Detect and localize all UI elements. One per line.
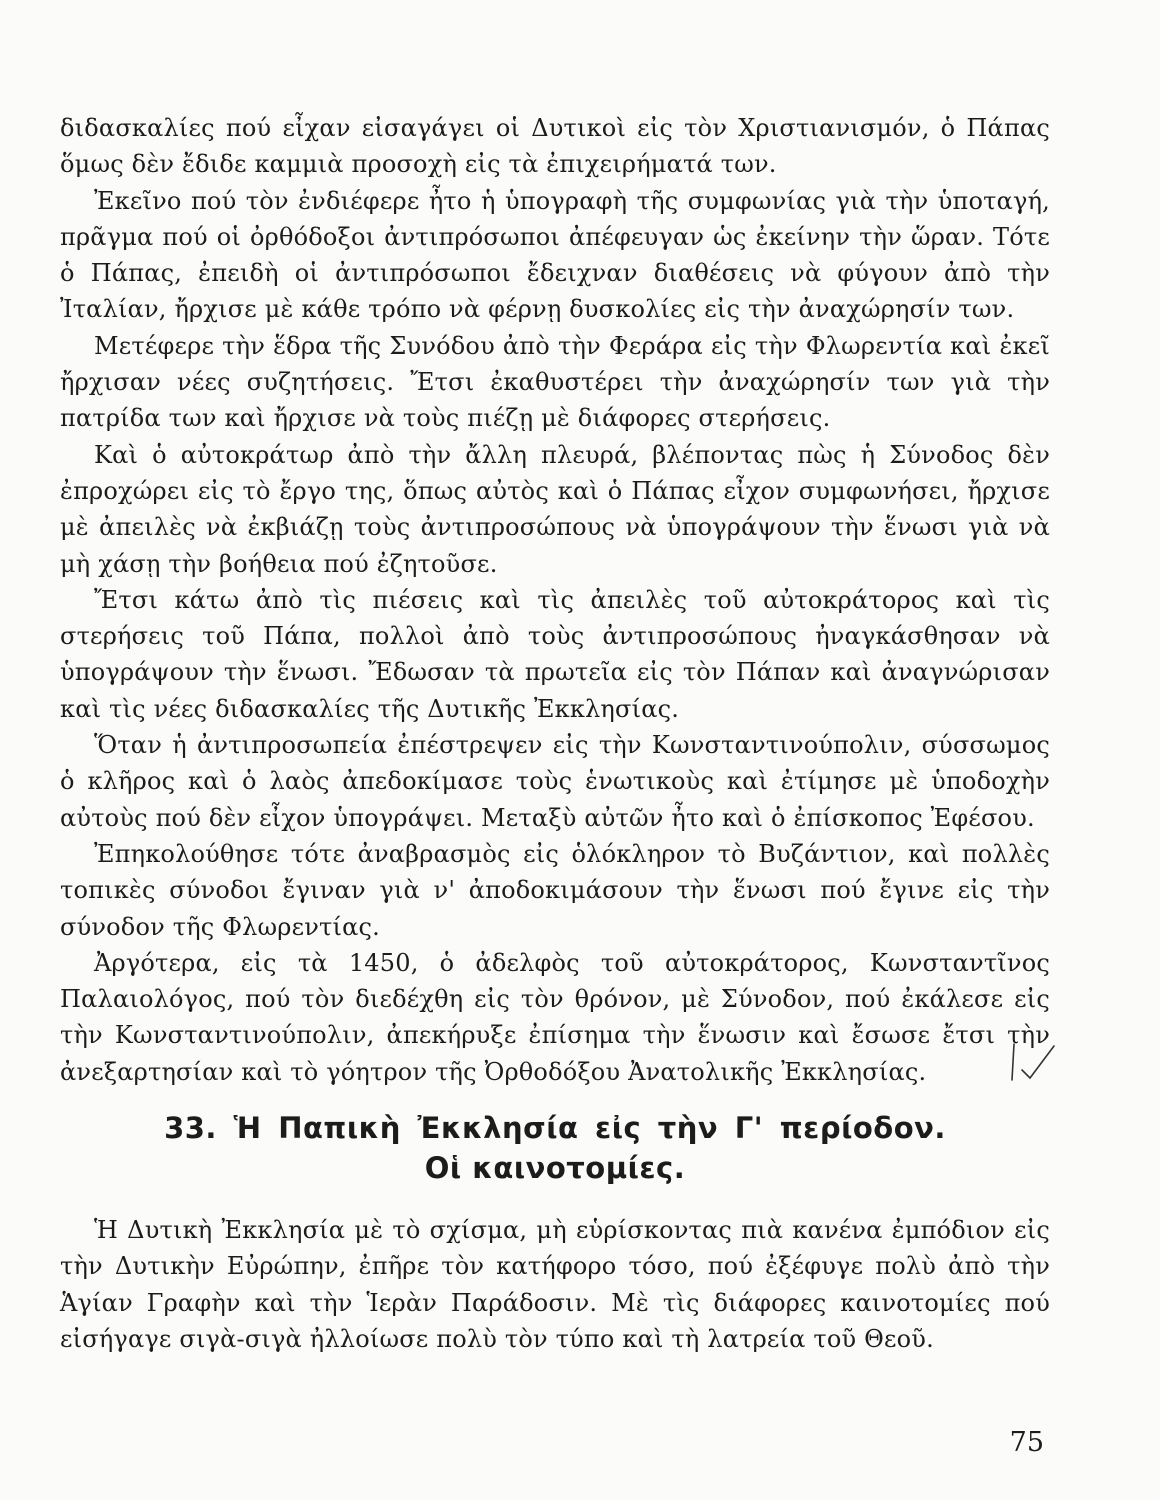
section-heading-title: 33. Ἡ Παπικὴ Ἐκκλησία εἰς τὴν Γ' περίοδον. <box>164 1111 946 1145</box>
paragraph: Ἐπηκολούθησε τότε ἀναβρασμὸς εἰς ὁλόκληρον τὸ Βυζάντιον, καὶ πολλὲς τοπικὲς σύνοδοι ἔγιναν γιὰ ν' ἀποδοκιμάσουν τὴν ἕνωσι πού ἔγινε εἰς τὴν σύνοδον τῆς Φλωρεντίας. <box>60 839 1050 941</box>
paragraph: Ἀργότερα, εἰς τὰ 1450, ὁ ἀδελφὸς τοῦ αὐτοκράτορος, Κωνσταντῖνος Παλαιολόγος, πού τὸν διεδέχθη εἰς τὸν θρόνον, μὲ Σύνοδον, πού ἐκάλεσε εἰς τὴν Κωνσταντινούπολιν, ἀπεκήρυξε ἐπίσημα τὴν ἕνωσιν καὶ ἔσωσε ἔτσι τὴν ἀνεξαρτησίαν καὶ τὸ γόητρον τῆς Ὀρθοδόξου Ἀνατολικῆς Ἐκκλησίας. <box>60 948 1050 1086</box>
body-text-bottom <box>60 1212 1050 1357</box>
paragraph: Μετέφερε τὴν ἕδρα τῆς Συνόδου ἀπὸ τὴν Φεράρα εἰς τὴν Φλωρεντία καὶ ἐκεῖ ἤρχισαν νέες συζητήσεις. Ἔτσι ἐκαθυστέρει τὴν ἀναχώρησίν των γιὰ τὴν πατρίδα των καὶ ἤρχισε νὰ τοὺς πιέζῃ μὲ διάφορες στερήσεις. <box>60 331 1050 433</box>
paragraph: Καὶ ὁ αὐτοκράτωρ ἀπὸ τὴν ἄλλη πλευρά, βλέποντας πὼς ἡ Σύνοδος δὲν ἐπροχώρει εἰς τὸ ἔργο της, ὅπως αὐτὸς καὶ ὁ Πάπας εἶχον συμφωνήσει, ἤρχισε μὲ ἀπειλὲς νὰ ἐκβιάζῃ τοὺς ἀντιπροσώπους νὰ ὑπογράψουν τὴν ἕνωσι γιὰ νὰ μὴ χάσῃ τὴν βοήθεια πού ἐζητοῦσε. <box>60 440 1050 578</box>
section-heading <box>60 1108 1050 1188</box>
paragraph: Ἡ Δυτικὴ Ἐκκλησία μὲ τὸ σχίσμα, μὴ εὑρίσκοντας πιὰ κανένα ἐμπόδιον εἰς τὴν Δυτικὴν Εὐρώπην, ἐπῆρε τὸν κατήφορο τόσο, πού ἐξέφυγε πολὺ ἀπὸ τὴν Ἁγίαν Γραφὴν καὶ τὴν Ἱερὰν Παράδοσιν. Μὲ τὶς διάφορες καινοτομίες πού εἰσήγαγε σιγὰ-σιγὰ ἠλλοίωσε πολὺ τὸν τύπο καὶ τὴ λατρεία τοῦ Θεοῦ. <box>60 1216 1050 1353</box>
paragraph: Ἐκεῖνο πού τὸν ἐνδιέφερε ἦτο ἡ ὑπογραφὴ τῆς συμφωνίας γιὰ τὴν ὑποταγή, πρᾶγμα πού οἱ ὀρθόδοξοι ἀντιπρόσωποι ἀπέφευγαν ὡς ἐκείνην τὴν ὥραν. Τότε ὁ Πάπας, ἐπειδὴ οἱ ἀντιπρόσωποι ἔδειχναν διαθέσεις νὰ φύγουν ἀπὸ τὴν Ἰταλίαν, ἤρχισε μὲ κάθε τρόπο νὰ φέρνῃ δυσκολίες εἰς τὴν ἀναχώρησίν των. <box>60 186 1050 324</box>
page-number: 75 <box>1009 1427 1044 1458</box>
paragraph: διδασκαλίες πού εἶχαν εἰσαγάγει οἱ Δυτικοὶ εἰς τὸν Χριστιανισμόν, ὁ Πάπας ὅμως δὲν ἔδιδε καμμιὰ προσοχὴ εἰς τὰ ἐπιχειρήματά των. <box>60 114 1050 179</box>
pencil-checkmark-icon <box>1008 1040 1058 1086</box>
body-text-top <box>60 110 1050 1090</box>
section-heading-subtitle: Οἱ καινοτομίες. <box>424 1151 686 1185</box>
paragraph: Ὅταν ἡ ἀντιπροσωπεία ἐπέστρεψεν εἰς τὴν Κωνσταντινούπολιν, σύσσωμος ὁ κλῆρος καὶ ὁ λαὸς ἀπεδοκίμασε τοὺς ἑνωτικοὺς καὶ ἐτίμησε μὲ ὑποδοχὴν αὐτοὺς πού δὲν εἶχον ὑπογράψει. Μεταξὺ αὐτῶν ἦτο καὶ ὁ ἐπίσκοπος Ἐφέσου. <box>60 731 1050 832</box>
paragraph: Ἔτσι κάτω ἀπὸ τὶς πιέσεις καὶ τὶς ἀπειλὲς τοῦ αὐτοκράτορος καὶ τὶς στερήσεις τοῦ Πάπα, πολλοὶ ἀπὸ τοὺς ἀντιπροσώπους ἠναγκάσθησαν νὰ ὑπογράψουν τὴν ἕνωσι. Ἔδωσαν τὰ πρωτεῖα εἰς τὸν Πάπαν καὶ ἀναγνώρισαν καὶ τὶς νέες διδασκαλίες τῆς Δυτικῆς Ἐκκλησίας. <box>60 585 1050 723</box>
